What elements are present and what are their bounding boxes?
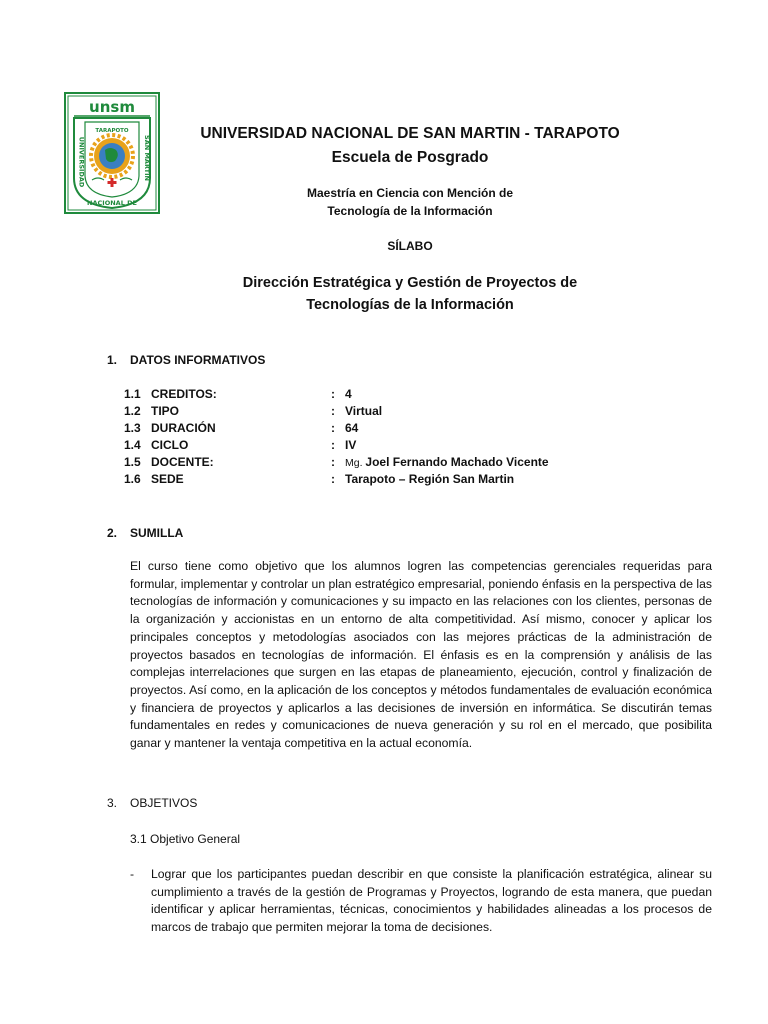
section-2-heading [107,526,183,540]
info-row-ciclo [124,438,704,455]
row-value-prefix: Mg. [345,457,366,469]
row-key: DOCENTE: [151,455,214,469]
course-title-line-1: Dirección Estratégica y Gestión de Proyectos de [242,275,578,291]
row-key: SEDE [151,472,184,486]
row-number: 1.2 [124,404,141,418]
info-row-tipo [124,404,704,421]
row-key: DURACIÓN [151,421,216,435]
row-value [345,421,358,435]
masters-line-2: Tecnología de la Información [327,204,493,218]
university-name: UNIVERSIDAD NACIONAL DE SAN MARTIN - TARAPOTO [200,125,620,142]
row-value-text: IV [345,438,357,452]
logo-ring-right: SAN MARTIN [143,135,151,181]
bullet-text: Lograr que los participantes puedan describir en que consiste la planificación estratégica, alinear su cumplimiento a través de la gestión de Programas y Proyectos, logrando de esta manera, que puedan identificar y aplicar herramientas, técnicas, conocimientos y habilidades alineadas a los procesos de marcos de trabajo que permiten mejorar la toma de decisiones. [151,867,712,935]
school-name: Escuela de Posgrado [331,149,489,166]
row-value-text: Virtual [345,404,383,418]
row-colon: : [331,455,335,469]
bullet-dash: - [130,867,135,881]
row-value [345,404,382,418]
row-key: CICLO [151,438,189,452]
row-value-text: Tarapoto – Región San Martin [345,472,515,486]
logo-ring-left: UNIVERSIDAD [77,136,86,188]
document-type: SÍLABO [387,239,433,253]
university-logo [64,92,160,214]
section-title: DATOS INFORMATIVOS [130,353,266,367]
row-colon: : [331,387,335,401]
info-row-duracion [124,421,704,438]
row-value-text: Joel Fernando Machado Vicente [365,455,549,469]
section-title: SUMILLA [130,526,184,540]
row-number: 1.4 [124,438,141,452]
sumilla-paragraph: El curso tiene como objetivo que los alumnos logren las competencias gerenciales requeridas para formular, implementar y controlar un plan estratégico empresarial, poniendo énfasis en la perspectiva de las tecnologías de información y comunicaciones y su impacto en las relaciones con los clientes, personas de la organización y accionistas en un entorno de alta competitividad. Así mismo, conocer y aplicar los principales conceptos y metodologías asociados con las mejores prácticas de la administración de proyectos basados en tecnologías de información. El énfasis es en la comprensión y análisis de las complejas interrelaciones que surgen en las etapas de planeamiento, ejecución, control y finalización de proyectos. Así como, en la aplicación de los conceptos y métodos fundamentales de evaluación económica y financiera de proyectos y aplicarlos a las decisiones de inversión en informática. Se discutirán temas fundamentales en redes y comunicaciones de nueva generación y su rol en el mercado, que posibilita ganar y mantener la ventaja competitiva en la actual economía. [130,559,712,751]
section-3-heading [107,796,197,810]
row-key: TIPO [151,404,180,418]
section-1-heading [107,353,265,367]
section-number: 1. [107,353,118,367]
row-value [345,455,549,469]
masters-line-1: Maestría en Ciencia con Mención de [306,186,514,200]
row-key: CREDITOS: [151,387,217,401]
info-row-sede [124,472,704,489]
logo-top-text: unsm [89,98,135,116]
row-colon: : [331,438,335,452]
course-title-line-2: Tecnologías de la Información [306,297,514,313]
section-title: OBJETIVOS [130,796,198,810]
row-number: 1.3 [124,421,141,435]
row-number: 1.6 [124,472,141,486]
row-colon: : [331,404,335,418]
info-row-creditos [124,387,704,404]
logo-city-text: TARAPOTO [95,128,129,134]
info-table [124,387,704,489]
row-colon: : [331,472,335,486]
subsection-heading: 3.1 Objetivo General [130,832,241,846]
row-value [345,472,514,486]
row-number: 1.1 [124,387,141,401]
section-number: 3. [107,796,118,810]
row-value-text: 64 [345,421,359,435]
row-value-text: 4 [345,387,352,401]
row-value [345,438,356,452]
row-number: 1.5 [124,455,141,469]
logo-ring-bottom: NACIONAL DE [87,199,137,207]
section-number: 2. [107,526,118,540]
info-row-docente [124,455,704,472]
row-colon: : [331,421,335,435]
row-value [345,387,352,401]
